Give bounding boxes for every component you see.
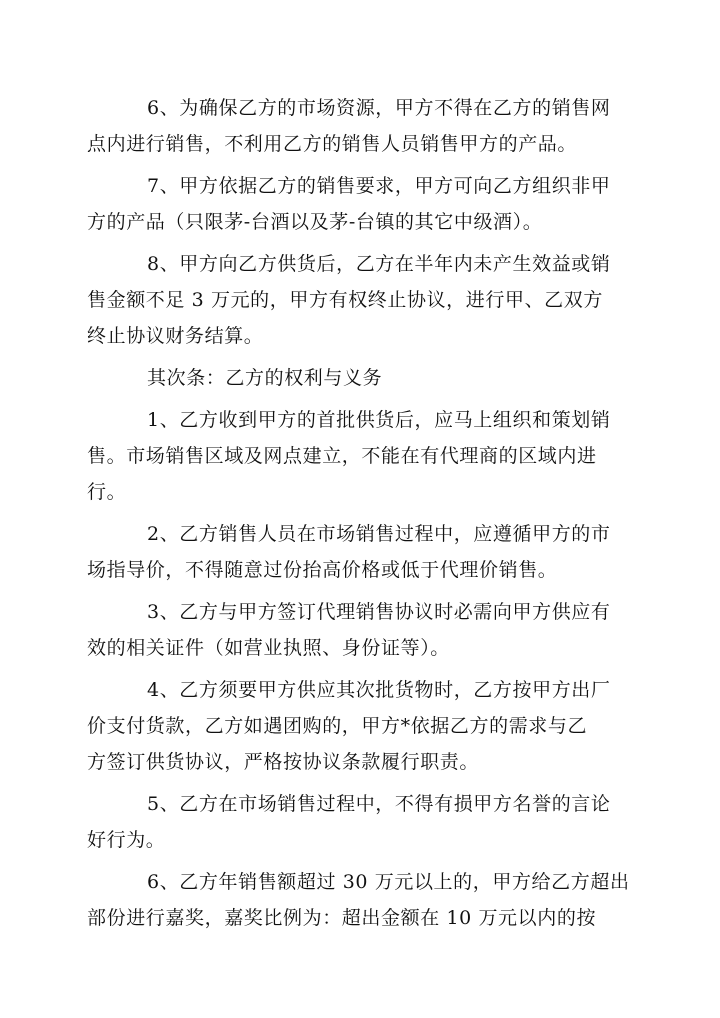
paragraph-line: 方的产品（只限茅-台酒以及茅-台镇的其它中级酒）。 bbox=[87, 211, 543, 233]
paragraph-line: 部份进行嘉奖，嘉奖比例为：超出金额在 10 万元以内的按 bbox=[87, 907, 597, 929]
paragraph-line: 售金额不足 3 万元的，甲方有权终止协议，进行甲、乙双方 bbox=[87, 289, 603, 311]
paragraph-line: 4、乙方须要甲方供应其次批货物时，乙方按甲方出厂 bbox=[147, 679, 611, 701]
paragraph-line: 方签订供货协议，严格按协议条款履行职责。 bbox=[87, 751, 480, 773]
paragraph-line: 2、乙方销售人员在市场销售过程中，应遵循甲方的市 bbox=[147, 523, 611, 545]
paragraph-line: 价支付货款，乙方如遇团购的，甲方*依据乙方的需求与乙 bbox=[87, 715, 588, 737]
paragraph-line: 场指导价，不得随意过份抬高价格或低于代理价销售。 bbox=[87, 559, 558, 581]
paragraph-line: 1、乙方收到甲方的首批供货后，应马上组织和策划销 bbox=[147, 409, 611, 431]
paragraph-line: 效的相关证件（如营业执照、身份证等）。 bbox=[87, 637, 450, 659]
section-heading: 其次条：乙方的权利与义务 bbox=[147, 367, 383, 389]
paragraph-line: 终止协议财务结算。 bbox=[87, 325, 264, 347]
paragraph-line: 售。市场销售区域及网点建立，不能在有代理商的区域内进 bbox=[87, 445, 597, 467]
paragraph-line: 7、甲方依据乙方的销售要求，甲方可向乙方组织非甲 bbox=[147, 175, 611, 197]
paragraph-line: 点内进行销售，不利用乙方的销售人员销售甲方的产品。 bbox=[87, 133, 578, 155]
paragraph-line: 3、乙方与甲方签订代理销售协议时必需向甲方供应有 bbox=[147, 601, 611, 623]
paragraph-line: 好行为。 bbox=[87, 829, 166, 851]
paragraph-line: 6、为确保乙方的市场资源，甲方不得在乙方的销售网 bbox=[147, 97, 611, 119]
paragraph-line: 行。 bbox=[87, 481, 127, 503]
paragraph-line: 8、甲方向乙方供货后，乙方在半年内未产生效益或销 bbox=[147, 253, 611, 275]
paragraph-line: 6、乙方年销售额超过 30 万元以上的，甲方给乙方超出 bbox=[147, 871, 630, 893]
paragraph-line: 5、乙方在市场销售过程中，不得有损甲方名誉的言论 bbox=[147, 793, 611, 815]
